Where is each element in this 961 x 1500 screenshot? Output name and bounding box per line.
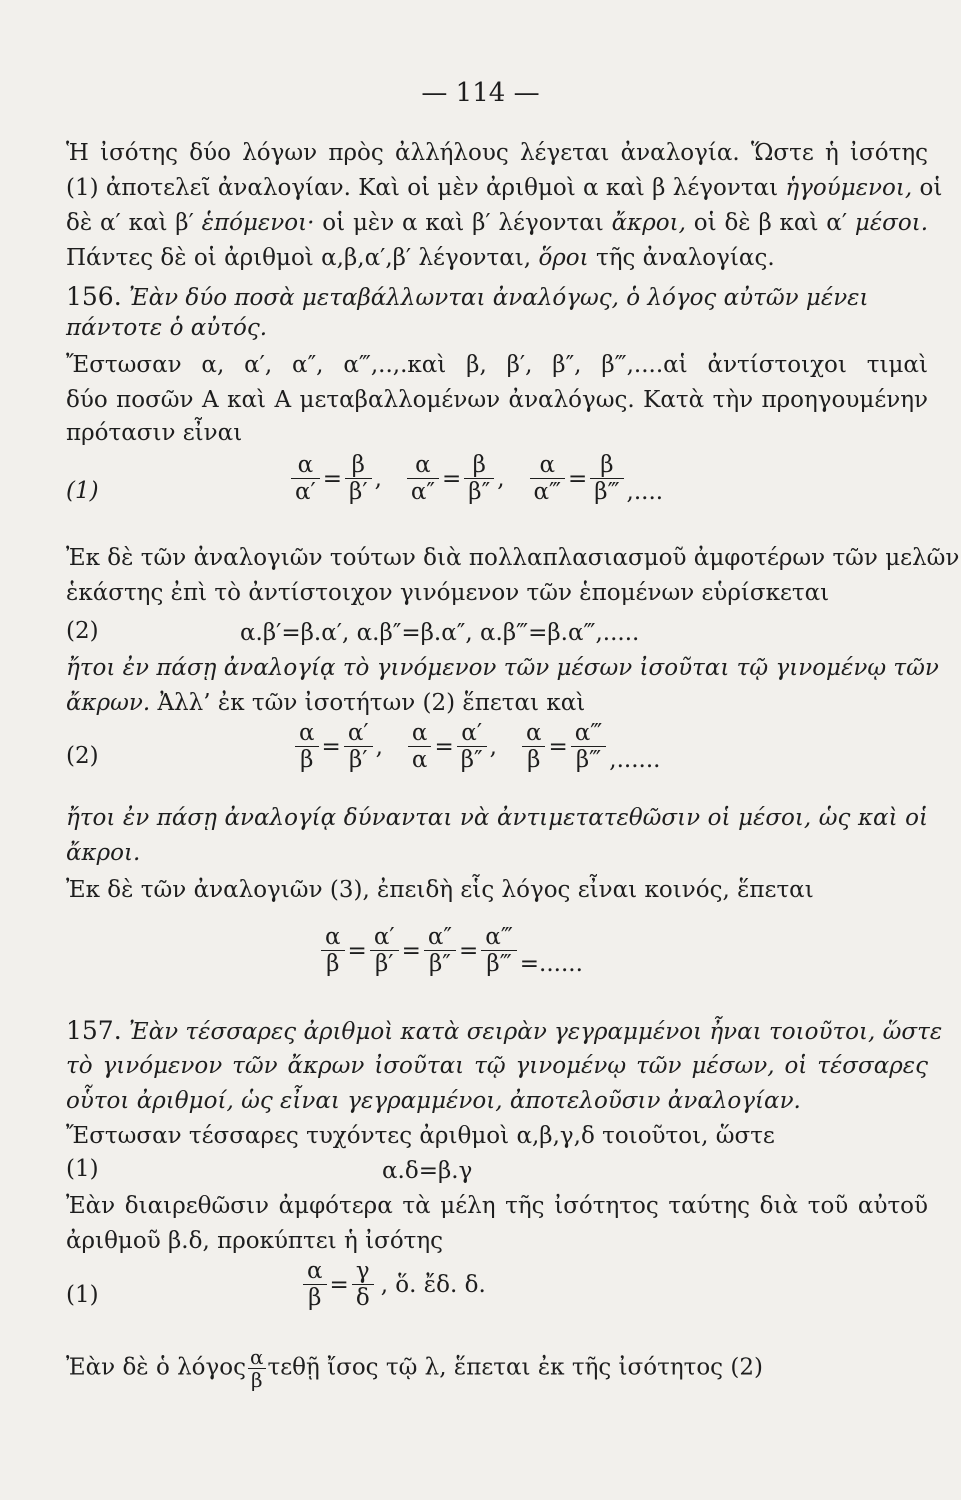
comma: , bbox=[497, 465, 505, 492]
numerator: α bbox=[303, 1258, 327, 1285]
denominator: β′ bbox=[374, 951, 394, 977]
fraction bbox=[530, 452, 566, 505]
equals-sign: = bbox=[434, 733, 454, 760]
fraction bbox=[481, 924, 517, 977]
equation-label: (2) bbox=[66, 743, 99, 769]
text-span: τῆς ἀναλογίας. bbox=[595, 245, 775, 271]
numerator: α′ bbox=[344, 720, 373, 747]
section-number: 157. bbox=[66, 1016, 122, 1045]
text-span: δὲ α′ καὶ β′ bbox=[66, 210, 194, 236]
numerator: α‴ bbox=[571, 720, 607, 747]
equation-label: (1) bbox=[66, 1156, 99, 1182]
text-line: Ἐκ δὲ τῶν ἀναλογιῶν τούτων διὰ πολλαπλασιασμοῦ ἀμφοτέρων τῶν μελῶν bbox=[66, 545, 960, 571]
theorem-text: πάντοτε ὁ αὐτός. bbox=[66, 315, 268, 341]
fraction bbox=[352, 1258, 374, 1311]
numerator: α′ bbox=[370, 924, 399, 951]
theorem-text: οὗτοι ἀριθμοί, ὡς εἶναι γεγραμμένοι, ἀποτελοῦσιν ἀναλογίαν. bbox=[66, 1088, 801, 1114]
fraction bbox=[571, 720, 607, 773]
denominator: β′ bbox=[348, 747, 368, 773]
equals-sign: = bbox=[322, 465, 343, 492]
term-horoi: ὅροι bbox=[538, 245, 589, 271]
numerator: α bbox=[407, 452, 439, 479]
theorem-157 bbox=[66, 1016, 943, 1047]
fraction bbox=[408, 720, 432, 773]
equals-sign: = bbox=[321, 733, 341, 760]
numerator: β bbox=[590, 452, 623, 479]
denominator: β″ bbox=[460, 747, 483, 773]
equation-product: α.δ=β.γ bbox=[382, 1158, 473, 1184]
text-line: ἄκροι. bbox=[66, 840, 141, 866]
text-span: Ἐὰν δὲ ὁ λόγος bbox=[66, 1354, 247, 1381]
equation-1 bbox=[288, 452, 663, 505]
equation-label: (1) bbox=[66, 1282, 99, 1308]
numerator: α bbox=[250, 1345, 264, 1369]
text-line: Ἡ ἰσότης δύο λόγων πρὸς ἀλλήλους λέγεται ἀναλογία. Ὥστε ἡ ἰσότης bbox=[66, 140, 928, 166]
equals-sign: = bbox=[548, 733, 568, 760]
comma: , bbox=[374, 465, 382, 492]
numerator: α bbox=[321, 924, 345, 951]
fraction bbox=[295, 720, 319, 773]
comma: , bbox=[375, 733, 383, 760]
term-hepomenoi: ἑπόμενοι· bbox=[201, 210, 315, 236]
equation-ratio bbox=[300, 1258, 486, 1311]
equals-sign: = bbox=[401, 937, 421, 964]
text-line bbox=[66, 173, 943, 203]
fraction bbox=[407, 452, 439, 505]
text-span: Ἀλλ’ ἐκ τῶν ἰσοτήτων (2) ἕπεται καὶ bbox=[157, 690, 586, 716]
numerator: α′ bbox=[457, 720, 487, 747]
term-hegoumenoi: ἡγούμενοι, bbox=[785, 175, 913, 201]
fraction bbox=[321, 924, 345, 977]
numerator: β bbox=[345, 452, 372, 479]
inline-fraction bbox=[248, 1346, 266, 1391]
denominator: β bbox=[308, 1285, 322, 1311]
denominator: β′ bbox=[349, 479, 368, 505]
numerator: α bbox=[408, 720, 432, 747]
denominator: β‴ bbox=[575, 747, 602, 773]
numerator: α bbox=[522, 720, 546, 747]
text-span: οἱ bbox=[919, 175, 943, 201]
fraction bbox=[303, 1258, 327, 1311]
equation-label: (1) bbox=[66, 478, 99, 504]
equation-2 bbox=[292, 720, 660, 773]
text-span: Πάντες δὲ οἱ ἀριθμοὶ α,β,α′,β′ λέγονται, bbox=[66, 245, 532, 271]
fraction bbox=[424, 924, 456, 977]
fraction bbox=[370, 924, 399, 977]
text-span: οἱ μὲν α καὶ β′ λέγονται bbox=[322, 210, 604, 236]
text-line: Ἐκ δὲ τῶν ἀναλογιῶν (3), ἐπειδὴ εἷς λόγος εἶναι κοινός, ἕπεται bbox=[66, 877, 814, 903]
fraction bbox=[464, 452, 494, 505]
text-line: Ἐὰν διαιρεθῶσιν ἀμφότερα τὰ μέλη τῆς ἰσότητος ταύτης διὰ τοῦ αὐτοῦ bbox=[66, 1193, 928, 1219]
denominator: β‴ bbox=[594, 479, 620, 505]
text-span: τεθῇ ἴσος τῷ λ, ἕπεται ἐκ τῆς ἰσότητος (2) bbox=[267, 1354, 763, 1381]
text-line: ἤτοι ἐν πάσῃ ἀναλογίᾳ τὸ γινόμενον τῶν μέσων ἰσοῦται τῷ γινομένῳ τῶν bbox=[66, 655, 939, 681]
text-line bbox=[66, 1346, 928, 1391]
page-number: — 114 — bbox=[421, 78, 540, 108]
text-line: Ἔστωσαν α, α′, α″, α‴,..,.καὶ β, β′, β″, β‴,....αἱ ἀντίστοιχοι τιμαὶ bbox=[66, 352, 928, 378]
equation-chain bbox=[318, 924, 583, 977]
text-line bbox=[66, 243, 928, 273]
text-line: ἑκάστης ἐπὶ τὸ ἀντίστοιχον γινόμενον τῶν ἑπομένων εὑρίσκεται bbox=[66, 580, 830, 606]
denominator: α″ bbox=[410, 479, 436, 505]
qed-text: , ὅ. ἔδ. δ. bbox=[380, 1271, 486, 1298]
text-line: δύο ποσῶν Α καὶ Α μεταβαλλομένων ἀναλόγως. Κατὰ τὴν προηγουμένην bbox=[66, 387, 928, 413]
text-span: ἄκρων. bbox=[66, 690, 151, 716]
ellipsis: ,...... bbox=[609, 746, 661, 773]
term-akroi: ἄκροι, bbox=[611, 210, 686, 236]
numerator: β bbox=[464, 452, 494, 479]
equation-products: α.β′=β.α′, α.β″=β.α″, α.β‴=β.α‴,..... bbox=[240, 620, 640, 646]
denominator: β‴ bbox=[486, 951, 512, 977]
denominator: α bbox=[411, 747, 428, 773]
numerator: α bbox=[295, 720, 319, 747]
denominator: β bbox=[326, 951, 340, 977]
fraction bbox=[345, 452, 372, 505]
text-line bbox=[66, 208, 928, 238]
text-line: ἤτοι ἐν πάσῃ ἀναλογίᾳ δύνανται νὰ ἀντιμετατεθῶσιν οἱ μέσοι, ὡς καὶ οἱ bbox=[66, 805, 928, 831]
fraction bbox=[457, 720, 487, 773]
text-span: οἱ δὲ β καὶ α′ bbox=[693, 210, 848, 236]
section-number: 156. bbox=[66, 282, 122, 311]
equation-label: (2) bbox=[66, 618, 99, 644]
equals-sign: = bbox=[442, 465, 462, 492]
theorem-156 bbox=[66, 282, 928, 313]
denominator: β bbox=[527, 747, 541, 773]
fraction bbox=[291, 452, 320, 505]
comma: , bbox=[489, 733, 497, 760]
fraction bbox=[344, 720, 373, 773]
ellipsis: =...... bbox=[519, 950, 583, 977]
ellipsis: ,.... bbox=[626, 478, 664, 505]
theorem-text: Ἐὰν τέσσαρες ἀριθμοὶ κατὰ σειρὰν γεγραμμένοι ἦναι τοιοῦτοι, ὥστε bbox=[128, 1019, 943, 1045]
equals-sign: = bbox=[459, 937, 479, 964]
denominator: δ bbox=[355, 1285, 370, 1311]
numerator: α bbox=[291, 452, 320, 479]
equals-sign: = bbox=[568, 465, 588, 492]
denominator: α‴ bbox=[533, 479, 561, 505]
text-line: Ἔστωσαν τέσσαρες τυχόντες ἀριθμοὶ α,β,γ,δ τοιοῦτοι, ὥστε bbox=[66, 1123, 775, 1149]
fraction bbox=[590, 452, 623, 505]
denominator: α′ bbox=[295, 479, 316, 505]
text-line bbox=[66, 688, 928, 718]
text-line: ἀριθμοῦ β.δ, προκύπτει ἡ ἰσότης bbox=[66, 1228, 444, 1254]
theorem-text: τὸ γινόμενον τῶν ἄκρων ἰσοῦται τῷ γινομένῳ τῶν μέσων, οἱ τέσσαρες bbox=[66, 1053, 928, 1079]
numerator: γ bbox=[352, 1258, 374, 1285]
numerator: α″ bbox=[424, 924, 456, 951]
numerator: α‴ bbox=[481, 924, 517, 951]
text-span: (1) ἀποτελεῖ ἀναλογίαν. Καὶ οἱ μὲν ἀριθμοὶ α καὶ β λέγονται bbox=[66, 175, 779, 201]
equals-sign: = bbox=[347, 937, 367, 964]
term-mesoi: μέσοι. bbox=[854, 210, 929, 236]
denominator: β bbox=[300, 747, 314, 773]
denominator: β″ bbox=[468, 479, 491, 505]
text-line: πρότασιν εἶναι bbox=[66, 420, 243, 446]
equals-sign: = bbox=[329, 1271, 349, 1298]
denominator: β″ bbox=[428, 951, 451, 977]
numerator: α bbox=[530, 452, 566, 479]
theorem-text: Ἐὰν δύο ποσὰ μεταβάλλωνται ἀναλόγως, ὁ λόγος αὐτῶν μένει bbox=[128, 285, 869, 311]
fraction bbox=[522, 720, 546, 773]
denominator: β bbox=[250, 1368, 263, 1392]
